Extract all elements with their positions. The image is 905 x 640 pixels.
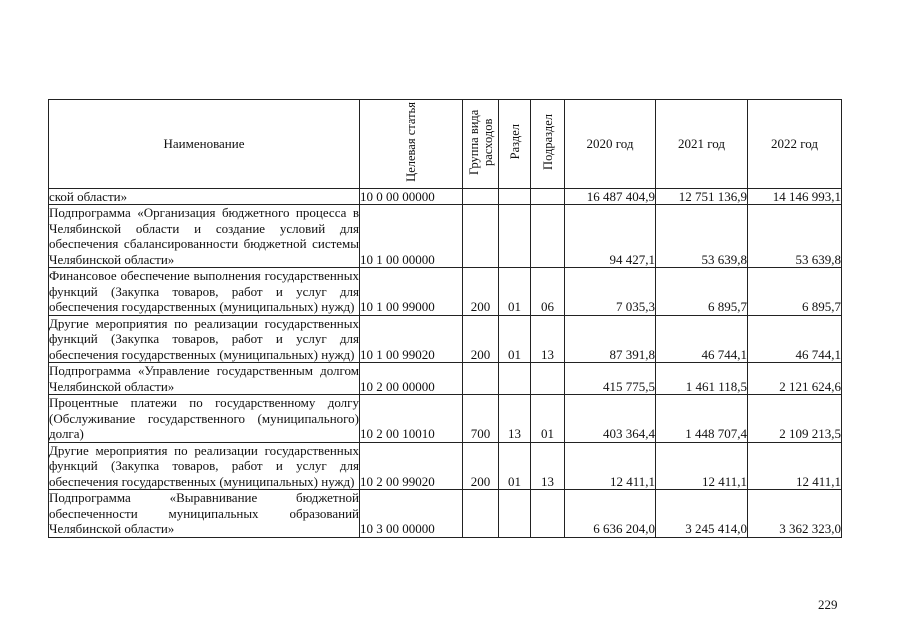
table-row — [49, 363, 842, 395]
table-body — [49, 188, 842, 537]
row-name: ской области» — [49, 188, 360, 205]
row-name: Другие мероприятия по реализации государственных функций (Закупка товаров, работ и услуг для обеспечения государственных (муниципальных) нужд) — [49, 442, 359, 489]
header-target-article: Целевая статья — [404, 102, 418, 182]
row-expense-group — [463, 205, 499, 268]
row-target-article: 10 1 00 99020 — [360, 315, 463, 363]
row-value-2021: 12 751 136,9 — [656, 188, 748, 205]
row-value-2022: 53 639,8 — [748, 205, 842, 268]
row-value-2020: 415 775,5 — [565, 363, 656, 395]
row-expense-group — [463, 188, 499, 205]
row-value-2021: 53 639,8 — [656, 205, 748, 268]
row-name: Подпрограмма «Организация бюджетного процесса в Челябинской области и создание условий для обеспечения сбалансированности бюджетной системы Челябинской области» — [49, 205, 359, 267]
row-target-article: 10 2 00 99020 — [360, 442, 463, 490]
row-name: Подпрограмма «Выравнивание бюджетной обеспеченности муниципальных образований Челябинской области» — [49, 490, 359, 536]
row-section: 13 — [499, 395, 531, 443]
table-row — [49, 395, 842, 443]
row-name: Другие мероприятия по реализации государственных функций (Закупка товаров, работ и услуг для обеспечения государственных (муниципальных) нужд) — [49, 315, 359, 362]
table-row — [49, 268, 842, 316]
row-name: Процентные платежи по государственному долгу (Обслуживание государственного (муниципального) долга) — [49, 395, 359, 441]
row-expense-group — [463, 490, 499, 538]
row-target-article: 10 1 00 00000 — [360, 205, 463, 268]
row-section: 01 — [499, 268, 531, 316]
row-value-2022: 2 121 624,6 — [748, 363, 842, 395]
row-target-article: 10 2 00 10010 — [360, 395, 463, 443]
row-value-2021: 12 411,1 — [656, 442, 748, 490]
row-subsection: 13 — [531, 442, 565, 490]
header-section: Раздел — [507, 124, 522, 160]
row-section — [499, 205, 531, 268]
row-expense-group — [463, 363, 499, 395]
row-name: Финансовое обеспечение выполнения государственных функций (Закупка товаров, работ и услуг для обеспечения государственных (муниципальных) нужд) — [49, 268, 359, 314]
row-value-2020: 12 411,1 — [565, 442, 656, 490]
header-subsection: Подраздел — [540, 114, 555, 170]
row-section — [499, 490, 531, 538]
table-row — [49, 188, 842, 205]
budget-table — [48, 99, 842, 538]
row-value-2020: 87 391,8 — [565, 315, 656, 363]
table-row — [49, 205, 842, 268]
row-value-2020: 7 035,3 — [565, 268, 656, 316]
header-expense-group: Группа вида расходов — [466, 109, 495, 175]
row-section — [499, 188, 531, 205]
row-value-2020: 403 364,4 — [565, 395, 656, 443]
row-subsection — [531, 363, 565, 395]
row-value-2022: 6 895,7 — [748, 268, 842, 316]
header-year-2022: 2022 год — [748, 100, 842, 189]
table-row — [49, 442, 842, 490]
row-value-2021: 1 461 118,5 — [656, 363, 748, 395]
row-value-2020: 94 427,1 — [565, 205, 656, 268]
row-expense-group: 700 — [463, 395, 499, 443]
row-value-2021: 1 448 707,4 — [656, 395, 748, 443]
row-value-2021: 3 245 414,0 — [656, 490, 748, 538]
row-value-2021: 6 895,7 — [656, 268, 748, 316]
row-expense-group: 200 — [463, 442, 499, 490]
row-value-2022: 3 362 323,0 — [748, 490, 842, 538]
header-year-2021: 2021 год — [656, 100, 748, 189]
table-row — [49, 490, 842, 538]
row-value-2022: 14 146 993,1 — [748, 188, 842, 205]
row-section: 01 — [499, 315, 531, 363]
header-year-2020: 2020 год — [565, 100, 656, 189]
row-name: Подпрограмма «Управление государственным долгом Челябинской области» — [49, 363, 359, 394]
row-subsection: 13 — [531, 315, 565, 363]
row-target-article: 10 2 00 00000 — [360, 363, 463, 395]
row-subsection — [531, 188, 565, 205]
row-value-2020: 16 487 404,9 — [565, 188, 656, 205]
row-value-2022: 2 109 213,5 — [748, 395, 842, 443]
row-value-2021: 46 744,1 — [656, 315, 748, 363]
row-value-2022: 12 411,1 — [748, 442, 842, 490]
row-value-2020: 6 636 204,0 — [565, 490, 656, 538]
row-target-article: 10 0 00 00000 — [360, 188, 463, 205]
row-expense-group: 200 — [463, 268, 499, 316]
row-subsection: 01 — [531, 395, 565, 443]
row-section — [499, 363, 531, 395]
row-target-article: 10 1 00 99000 — [360, 268, 463, 316]
table-header-row — [49, 100, 842, 189]
row-section: 01 — [499, 442, 531, 490]
row-subsection — [531, 490, 565, 538]
row-target-article: 10 3 00 00000 — [360, 490, 463, 538]
table-row — [49, 315, 842, 363]
row-expense-group: 200 — [463, 315, 499, 363]
page-number: 229 — [818, 597, 838, 612]
row-subsection: 06 — [531, 268, 565, 316]
row-subsection — [531, 205, 565, 268]
header-name: Наименование — [49, 100, 360, 189]
row-value-2022: 46 744,1 — [748, 315, 842, 363]
